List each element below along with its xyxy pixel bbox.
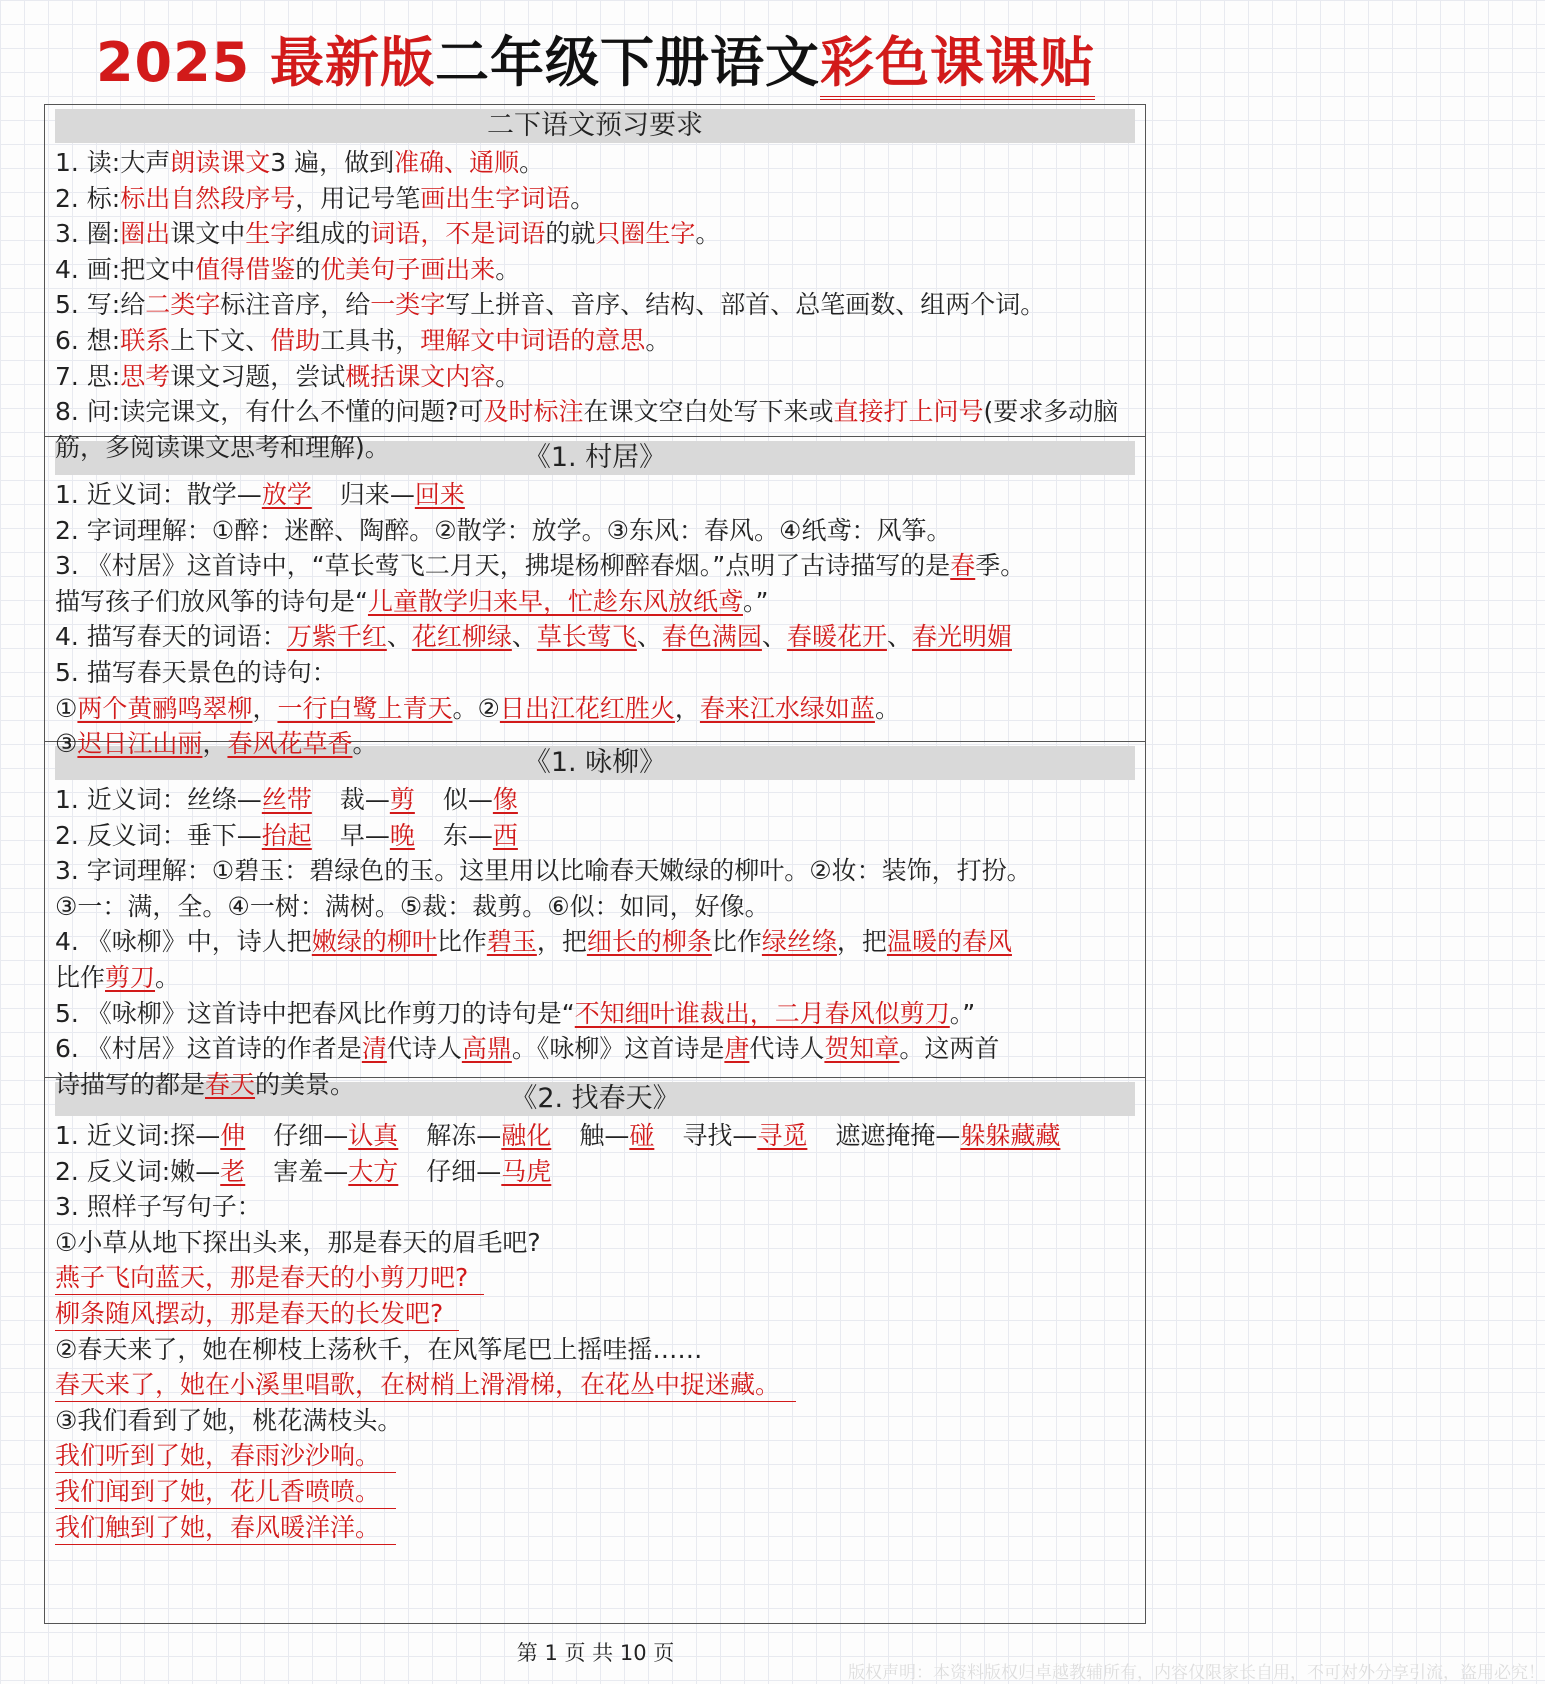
- preview-item-2: 2. 标:标出自然段序号，用记号笔画出生字词语。: [55, 183, 596, 213]
- answer-line: 燕子飞向蓝天，那是春天的小剪刀吧?: [55, 1260, 1135, 1296]
- answer-line: 我们触到了她，春风暖洋洋。: [55, 1510, 1135, 1546]
- section-heading: 二下语文预习要求: [55, 109, 1135, 143]
- question-line: 4. 《咏柳》中，诗人把嫩绿的柳叶比作碧玉，把细长的柳条比作绿丝绦，把温暖的春风: [55, 927, 1012, 957]
- word-meaning-line: 2. 字词理解：①醉：迷醉、陶醉。②散学：放学。③东风：春风。④纸鸢：风筝。: [55, 515, 952, 545]
- cunju-section: [45, 437, 1145, 759]
- preview-item-8: 8. 问:读完课文，有什么不懂的问题?可及时标注在课文空白处写下来或直接打上问号(要求多动脑筋，多阅读课文思考和理解)。: [55, 397, 1119, 462]
- question-line: 5. 描写春天景色的诗句：: [55, 657, 337, 687]
- word-meaning-line: ③一：满，全。④一树：满树。⑤裁：裁剪。⑥似：如同，好像。: [55, 891, 770, 921]
- poem-line: ③迟日江山丽，春风花草香。: [55, 729, 378, 759]
- word-meaning-line: 3. 字词理解：①碧玉：碧绿色的玉。这里用以比喻春天嫩绿的柳叶。②妆：装饰，打扮。: [55, 856, 1032, 886]
- answer-line: 柳条随风摆动，那是春天的长发吧?: [55, 1296, 1135, 1332]
- answer-line: 春天来了，她在小溪里唱歌，在树梢上滑滑梯，在花丛中捉迷藏。: [55, 1367, 1135, 1403]
- antonyms-line: 2. 反义词：垂下—抬起 早—晚 东—西: [55, 820, 518, 850]
- page-number: 第 1 页 共 10 页: [516, 1641, 675, 1665]
- title-part2: 二年级下册语文: [435, 31, 821, 94]
- synonyms-line: 1. 近义词：丝绦—丝带 裁—剪 似—像: [55, 785, 518, 814]
- example-sentence: ①小草从地下探出头来，那是春天的眉毛吧?: [55, 1227, 541, 1257]
- copyright-notice: 版权声明：本资料版权归卓越教辅所有，内容仅限家长自用，不可对外分享引流，盗用必究！: [848, 1663, 1545, 1683]
- preview-item-4: 4. 画:把文中值得借鉴的优美句子画出来。: [55, 254, 521, 284]
- preview-item-7: 7. 思:思考课文习题，尝试概括课文内容。: [55, 361, 521, 391]
- question-line: 3. 《村居》这首诗中，“草长莺飞二月天，拂堤杨柳醉春烟。”点明了古诗描写的是春季。: [55, 551, 1026, 581]
- question-line: 诗描写的都是春天的美景。: [55, 1069, 356, 1099]
- title-year: 2025: [95, 31, 251, 94]
- question-line: 比作剪刀。: [55, 962, 181, 992]
- preview-item-3: 3. 圈:圈出课文中生字组成的词语，不是词语的就只圈生字。: [55, 219, 721, 249]
- example-sentence: ③我们看到了她，桃花满枝头。: [55, 1405, 403, 1435]
- spring-words-line: 4. 描写春天的词语：万紫千红、花红柳绿、草长莺飞、春色满园、春暖花开、春光明媚: [55, 622, 1012, 652]
- preview-item-1: 1. 读:大声朗读课文3 遍，做到准确、通顺。: [55, 148, 545, 177]
- zhaochuntian-section: [45, 1078, 1145, 1623]
- question-line: 6. 《村居》这首诗的作者是清代诗人高鼎。《咏柳》这首诗是唐代诗人贺知章。这两首: [55, 1034, 1000, 1064]
- question-line: 3. 照样子写句子：: [55, 1192, 262, 1222]
- title-highlight: 彩色课课贴: [820, 31, 1095, 100]
- content-frame: [44, 104, 1146, 1624]
- synonyms-line: 1. 近义词：散学—放学 归来—回来: [55, 480, 465, 509]
- antonyms-line: 2. 反义词:嫩—老 害羞—大方 仔细—马虎: [55, 1156, 552, 1186]
- poem-line: ①两个黄鹂鸣翠柳，一行白鹭上青天。②日出江花红胜火，春来江水绿如蓝。: [55, 693, 900, 723]
- preview-item-5: 5. 写:给二类字标注音序，给一类字写上拼音、音序、结构、部首、总笔画数、组两个词。: [55, 290, 1046, 320]
- title-part1: 最新版: [270, 31, 436, 94]
- preview-item-6: 6. 想:联系上下文、借助工具书，理解文中词语的意思。: [55, 325, 671, 355]
- example-sentence: ②春天来了，她在柳枝上荡秋千，在风筝尾巴上摇哇摇……: [55, 1334, 703, 1364]
- section-heading: 《1. 村居》: [55, 441, 1135, 475]
- section-heading: 《1. 咏柳》: [55, 746, 1135, 780]
- question-line: 5. 《咏柳》这首诗中把春风比作剪刀的诗句是“不知细叶谁裁出，二月春风似剪刀。”: [55, 998, 976, 1028]
- section-heading: 《2. 找春天》: [55, 1082, 1135, 1116]
- synonyms-line: 1. 近义词:探—伸 仔细—认真 解冻—融化 触—碰 寻找—寻觅 遮遮掩掩—躲躲藏藏: [55, 1121, 1061, 1150]
- answer-line: 我们闻到了她，花儿香喷喷。: [55, 1474, 1135, 1510]
- page-title: [0, 28, 1191, 98]
- question-line: 描写孩子们放风筝的诗句是“儿童散学归来早，忙趁东风放纸鸢。”: [55, 586, 769, 616]
- answer-line: 我们听到了她，春雨沙沙响。: [55, 1438, 1135, 1474]
